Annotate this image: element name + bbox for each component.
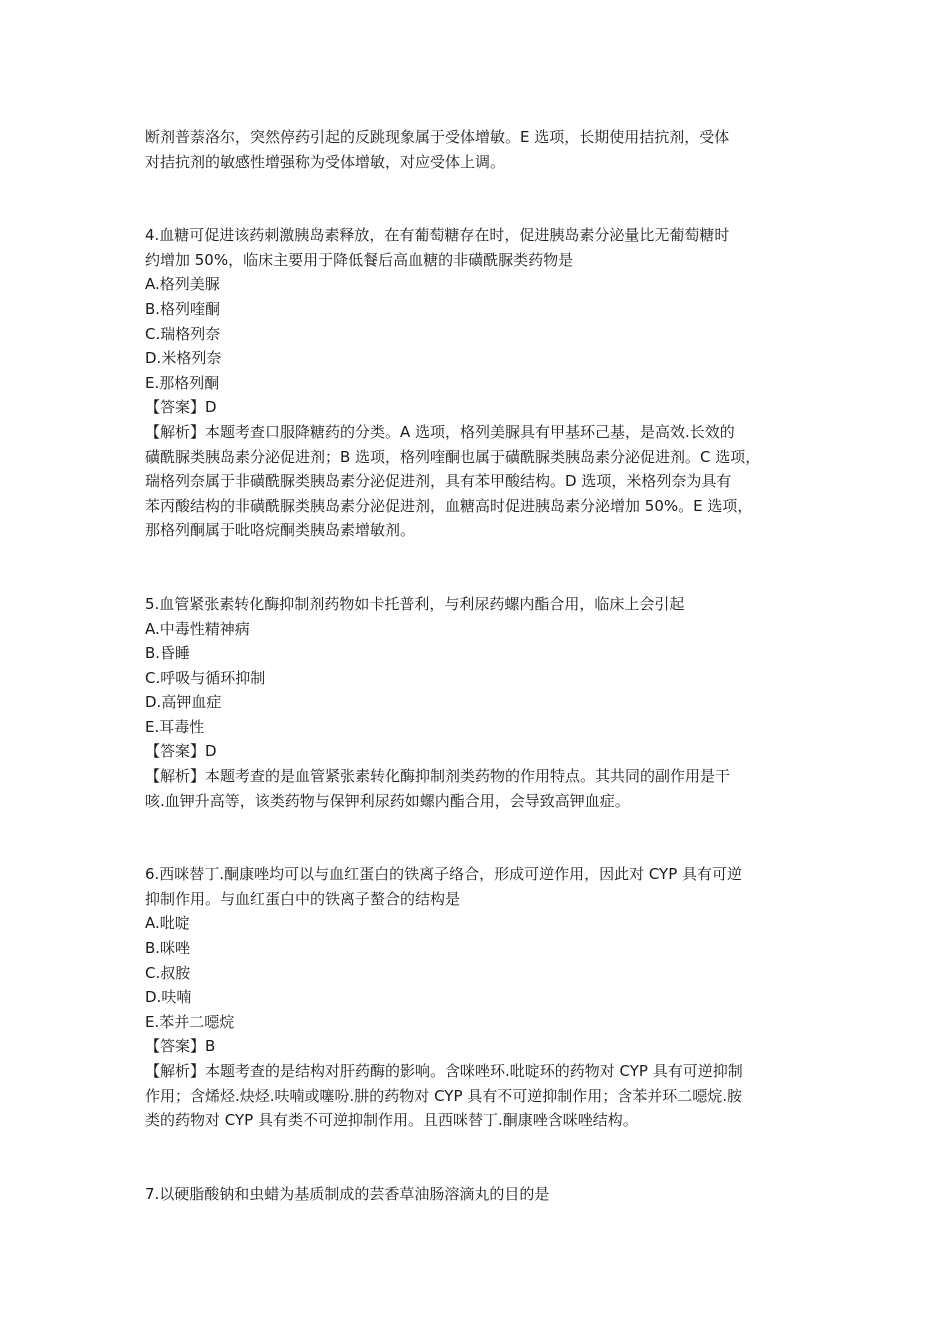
text-line: 断剂普萘洛尔，突然停药引起的反跳现象属于受体增敏。E 选项，长期使用拮抗剂，受体	[145, 128, 730, 146]
analysis-line: 咳.血钾升高等，该类药物与保钾利尿药如螺内酯合用，会导致高钾血症。	[145, 791, 630, 810]
analysis-line: 作用；含烯烃.炔烃.呋喃或噻吩.肼的药物对 CYP 具有不可逆抑制作用；含苯并环二噁烷.胺	[145, 1086, 743, 1105]
option-e: E.耳毒性	[145, 717, 205, 736]
option-b: B.昏睡	[145, 644, 191, 663]
option-c: C.叔胺	[145, 963, 191, 982]
question-stem: 6.西咪替丁.酮康唑均可以与血红蛋白的铁离子络合，形成可逆作用，因此对 CYP 具有可逆	[145, 865, 743, 884]
answer: 【答案】D	[145, 398, 217, 417]
answer: 【答案】B	[145, 1037, 216, 1056]
option-e: E.那格列酮	[145, 373, 220, 392]
question-stem: 7.以硬脂酸钠和虫蜡为基质制成的芸香草油肠溶滴丸的目的是	[145, 1184, 550, 1203]
analysis-line: 【解析】本题考查口服降糖药的分类。A 选项，格列美脲具有甲基环己基，是高效.长效的	[145, 422, 735, 441]
analysis-line: 类的药物对 CYP 具有类不可逆抑制作用。且西咪替丁.酮康唑含咪唑结构。	[145, 1111, 638, 1130]
analysis-line: 【解析】本题考查的是结构对肝药酶的影响。含咪唑环.吡啶环的药物对 CYP 具有可逆抑制	[145, 1062, 743, 1080]
question-stem: 约增加 50%，临床主要用于降低餐后高血糖的非磺酰脲类药物是	[145, 250, 574, 269]
question-stem: 抑制作用。与血红蛋白中的铁离子螯合的结构是	[145, 889, 461, 908]
analysis-line: 【解析】本题考查的是血管紧张素转化酶抑制剂类药物的作用特点。其共同的副作用是干	[145, 767, 731, 786]
option-d: D.高钾血症	[145, 693, 222, 712]
intro-paragraph	[145, 125, 825, 174]
option-c: C.呼吸与循环抑制	[145, 668, 266, 687]
option-a: A.格列美脲	[145, 275, 220, 294]
document-body	[145, 125, 825, 1206]
question-stem: 4.血糖可促进该药刺激胰岛素释放，在有葡萄糖存在时，促进胰岛素分泌量比无葡萄糖时	[145, 226, 730, 245]
question-7	[145, 1182, 825, 1207]
question-6	[145, 862, 825, 1133]
question-4	[145, 223, 825, 543]
analysis-line: 瑞格列奈属于非磺酰脲类胰岛素分泌促进剂，具有苯甲酸结构。D 选项，米格列奈为具有	[145, 472, 732, 491]
question-stem: 5.血管紧张素转化酶抑制剂药物如卡托普利，与利尿药螺内酯合用，临床上会引起	[145, 594, 685, 613]
option-d: D.呋喃	[145, 988, 192, 1007]
option-a: A.吡啶	[145, 914, 190, 933]
option-e: E.苯并二噁烷	[145, 1012, 235, 1031]
option-b: B.格列喹酮	[145, 299, 221, 318]
analysis-line: 磺酰脲类胰岛素分泌促进剂；B 选项，格列喹酮也属于磺酰脲类胰岛素分泌促进剂。C 选项，	[145, 447, 761, 466]
option-c: C.瑞格列奈	[145, 324, 221, 343]
analysis-line: 苯丙酸结构的非磺酰脲类胰岛素分泌促进剂，血糖高时促进胰岛素分泌增加 50%。E 选项，	[145, 496, 753, 515]
option-d: D.米格列奈	[145, 349, 222, 368]
question-5	[145, 592, 825, 813]
answer: 【答案】D	[145, 742, 217, 761]
text-line: 对拮抗剂的敏感性增强称为受体增敏，对应受体上调。	[145, 152, 506, 171]
option-a: A.中毒性精神病	[145, 619, 250, 638]
analysis-line: 那格列酮属于吡咯烷酮类胰岛素增敏剂。	[145, 521, 416, 540]
option-b: B.咪唑	[145, 939, 191, 958]
